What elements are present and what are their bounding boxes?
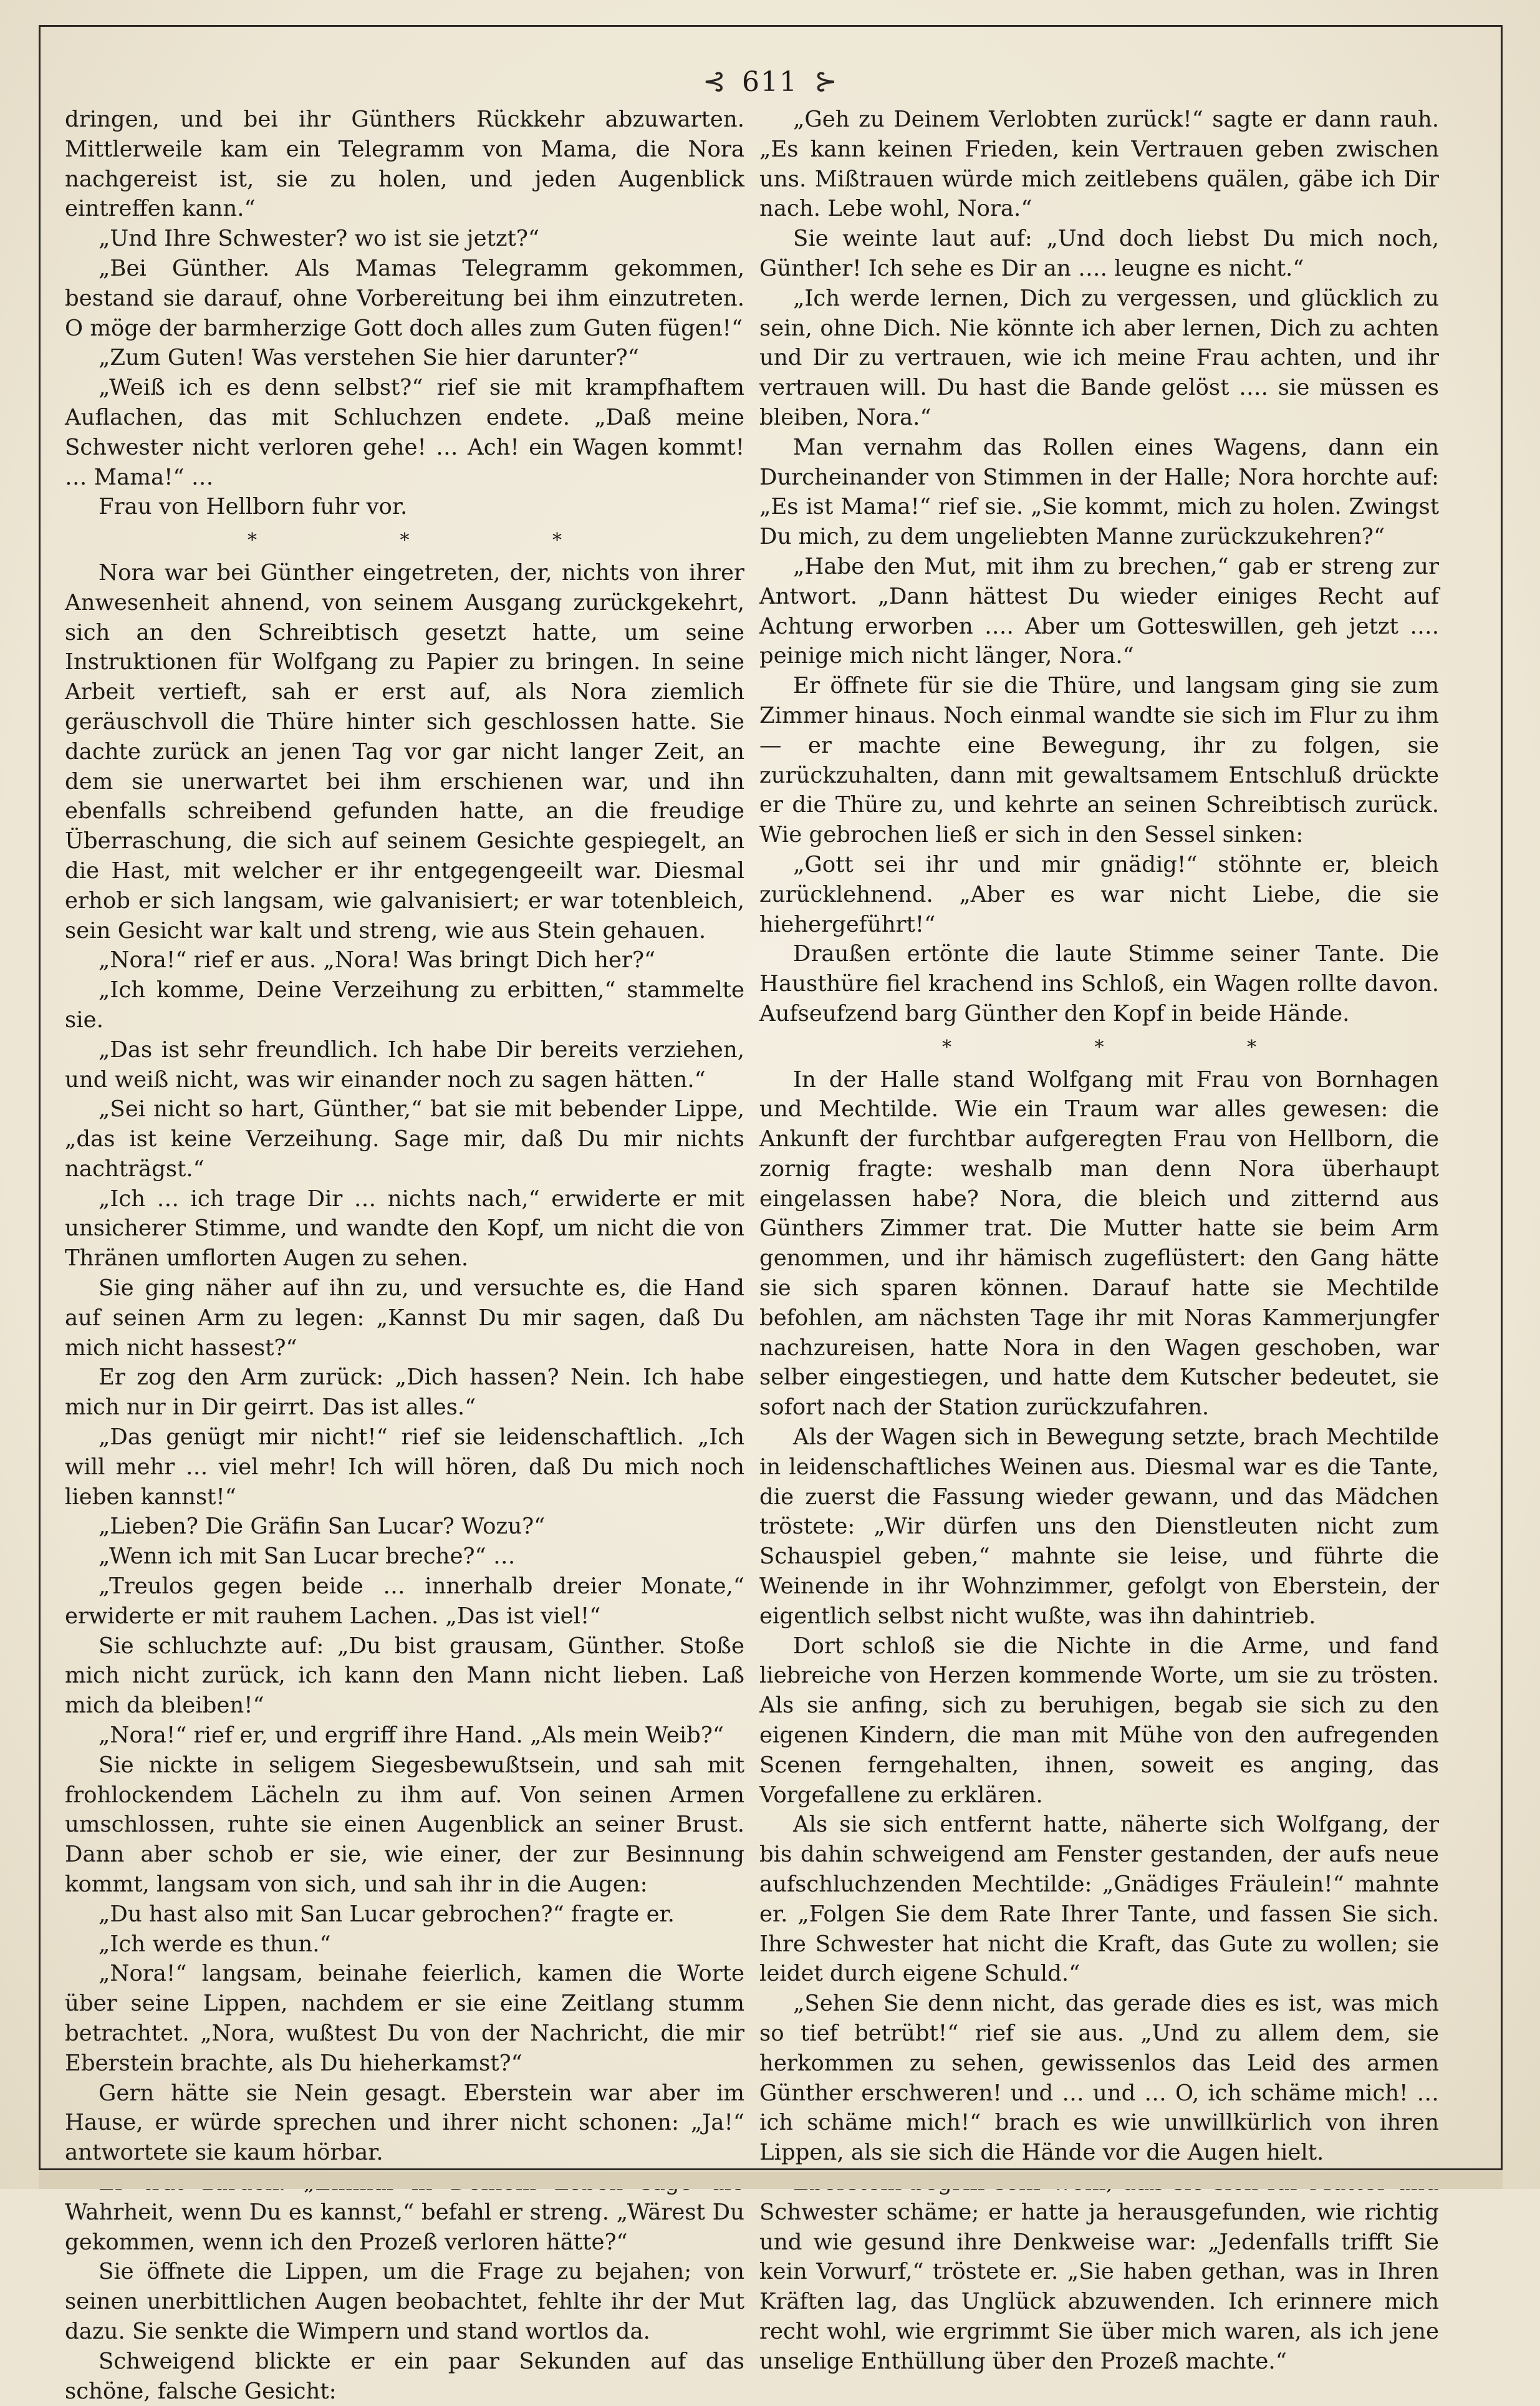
- paragraph: Draußen ertönte die laute Stimme seiner Tante. Die Hausthüre fiel krachend ins Schloß, ein Wagen rollte davon. Aufseufzend barg Günther den Kopf in beide Hände.: [759, 941, 1439, 1027]
- paragraph: Sie schluchzte auf: „Du bist grausam, Günther. Stoße mich nicht zurück, ich kann den Mann nicht lieben. Laß mich da bleiben!“: [65, 1633, 744, 1719]
- ornament-right: ⊱: [814, 65, 837, 97]
- paragraph: „Nora!“ rief er aus. „Nora! Was bringt Dich her?“: [99, 947, 656, 974]
- paragraph: Er zog den Arm zurück: „Dich hassen? Nein. Ich habe mich nur in Dir geirrt. Das ist alles.“: [65, 1365, 744, 1421]
- paragraph: „Ich komme, Deine Verzeihung zu erbitten,“ stammelte sie.: [65, 977, 744, 1033]
- paragraph: Als sie sich entfernt hatte, näherte sich Wolfgang, der bis dahin schweigend am Fenster gestanden, der aufs neue aufschluchzenden Mechtilde: „Gnädiges Fräulein!“ mahnte er. „Folgen Sie dem Rate Ihrer Tante, und fassen Sie sich. Ihre Schwester hat nicht die Kraft, das Gute zu wollen; sie leidet durch eigene Schuld.“: [759, 1812, 1439, 1987]
- section-break: * * *: [941, 1036, 1326, 1058]
- paragraph: Wahrheit, wenn Du es kannst,“ befahl er streng. „Wärest Du gekommen, wenn ich den Prozeß verloren hätte?“: [65, 2199, 744, 2255]
- paragraph: Man vernahm das Rollen eines Wagens, dann ein Durcheinander von Stimmen in der Halle; Nora horchte auf: „Es ist Mama!“ rief sie. „Sie kommt, mich zu holen. Zwingst Du mich, zu dem ungeliebten Manne zurückzukehren?“: [759, 434, 1439, 550]
- paragraph: Schweigend blickte er ein paar Sekunden auf das schöne, falsche Gesicht:: [65, 2348, 744, 2404]
- paragraph: Dort schloß sie die Nichte in die Arme, und fand liebreiche von Herzen kommende Worte, um sie zu trösten. Als sie anfing, sich zu beruhigen, begab sie sich zu den eigenen Kindern, die man mit Mühe von den aufregenden Scenen ferngehalten, ihnen, soweit es anging, das Vorgefallene zu erklären.: [759, 1633, 1439, 1808]
- paragraph: „Ich … ich trage Dir … nichts nach,“ erwiderte er mit unsicherer Stimme, und wandte den Kopf, um nicht die von Thränen umflorten Augen zu sehen.: [65, 1186, 744, 1272]
- paragraph: „Lieben? Die Gräfin San Lucar? Wozu?“: [99, 1514, 546, 1540]
- paragraph: „Und Ihre Schwester? wo ist sie jetzt?“: [99, 226, 540, 252]
- paragraph: Gern hätte sie Nein gesagt. Eberstein war aber im Hause, er würde sprechen und ihrer nicht schonen: „Ja!“ antwortete sie kaum hörbar.: [65, 2080, 744, 2166]
- right-column: [759, 105, 1439, 2377]
- left-column: [65, 105, 744, 2406]
- paragraph: Er öffnete für sie die Thüre, und langsam ging sie zum Zimmer hinaus. Noch einmal wandte sie sich im Flur zu ihm — er machte eine Bewegung, ihr zu folgen, sie zurückzuhalten, dann mit gewaltsamem Entschluß drückte er die Thüre zu, und kehrte an seinen Schreibtisch zurück. Wie gebrochen ließ er sich in den Sessel sinken:: [759, 673, 1439, 848]
- page-bottom-edge: [39, 2172, 1503, 2189]
- paragraph: „Nora!“ rief er, und ergriff ihre Hand. „Als mein Weib?“: [99, 1722, 724, 1749]
- page-number: 611: [742, 65, 798, 98]
- ornament-left: ⊰: [703, 65, 726, 97]
- paragraph: „Das genügt mir nicht!“ rief sie leidenschaftlich. „Ich will mehr … viel mehr! Ich will hören, daß Du mich noch lieben kannst!“: [65, 1424, 744, 1510]
- paragraph: „Du hast also mit San Lucar gebrochen?“ fragte er.: [99, 1901, 675, 1927]
- paragraph: In der Halle stand Wolfgang mit Frau von Bornhagen und Mechtilde. Wie ein Traum war alles gewesen: die Ankunft der furchtbar aufgeregten Frau von Hellborn, die zornig fragte: weshalb man denn Nora überhaupt eingelassen habe? Nora, die bleich und zitternd aus Günthers Zimmer trat. Die Mutter hatte sie beim Arm genommen, und ihr hämisch zugeflüstert: den Gang hätte sie sich sparen können. Darauf hatte sie Mechtilde befohlen, am nächsten Tage ihr mit Noras Kammerjungfer nachzureisen, hatte Nora in den Wagen geschoben, war selber eingestiegen, und hatte dem Kutscher bedeutet, sie sofort nach der Station zurückzufahren.: [759, 1066, 1439, 1421]
- paragraph: Frau von Hellborn fuhr vor.: [99, 494, 408, 520]
- paragraph: „Habe den Mut, mit ihm zu brechen,“ gab er streng zur Antwort. „Dann hättest Du wieder einiges Recht auf Achtung erworben …. Aber um Gotteswillen, geh jetzt …. peinige mich nicht länger, Nora.“: [759, 553, 1439, 669]
- paragraph: dringen, und bei ihr Günthers Rückkehr abzuwarten. Mittlerweile kam ein Telegramm von Mama, die Nora nachgereist ist, sie zu holen, und jeden Augenblick eintreffen kann.“: [65, 107, 744, 222]
- paragraph: Sie nickte in seligem Siegesbewußtsein, und sah mit frohlockendem Lächeln zu ihm auf. Von seinen Armen umschlossen, ruhte sie einen Augenblick an seiner Brust. Dann aber schob er sie, wie einer, der zur Besinnung kommt, langsam von sich, und sah ihr in die Augen:: [65, 1752, 744, 1898]
- paragraph: „Gott sei ihr und mir gnädig!“ stöhnte er, bleich zurücklehnend. „Aber es war nicht Liebe, die sie hiehergeführt!“: [759, 851, 1439, 937]
- paragraph: „Wenn ich mit San Lucar breche?“ …: [99, 1544, 516, 1570]
- paragraph: Sie ging näher auf ihn zu, und versuchte es, die Hand auf seinen Arm zu legen: „Kannst Du mir sagen, daß Du mich nicht hassest?“: [65, 1275, 744, 1361]
- page-header: [0, 60, 1540, 104]
- paragraph: Sie öffnete die Lippen, um die Frage zu bejahen; von seinen unerbittlichen Augen beobachtet, fehlte ihr der Mut dazu. Sie senkte die Wimpern und stand wortlos da.: [65, 2259, 744, 2344]
- paragraph: „Bei Günther. Als Mamas Telegramm gekommen, bestand sie darauf, ohne Vorbereitung bei ihm einzutreten. O möge der barmherzige Gott doch alles zum Guten fügen!“: [65, 255, 744, 341]
- paragraph: Schwester schäme; er hatte ja herausgefunden, wie richtig und wie gesund ihre Denkweise war: „Jedenfalls trifft Sie kein Vorwurf,“ tröstete er. „Sie haben gethan, was in Ihren Kräften lag, das Unglück abzuwenden. Ich erinnere mich recht wohl, wie ergrimmt Sie über mich waren, als ich jene unselige Enthüllung über den Prozeß machte.“: [759, 2199, 1439, 2374]
- paragraph: „Ich werde es thun.“: [99, 1931, 331, 1957]
- paragraph: Sie weinte laut auf: „Und doch liebst Du mich noch, Günther! Ich sehe es Dir an …. leugne es nicht.“: [759, 226, 1439, 281]
- section-break: * * *: [247, 529, 631, 552]
- paragraph: „Nora!“ langsam, beinahe feierlich, kamen die Worte über seine Lippen, nachdem er sie eine Zeitlang stumm betrachtet. „Nora, wußtest Du von der Nachricht, die mir Eberstein brachte, als Du hieherkamst?“: [65, 1961, 744, 2076]
- paragraph: „Treulos gegen beide … innerhalb dreier Monate,“ erwiderte er mit rauhem Lachen. „Das ist viel!“: [65, 1573, 744, 1629]
- paragraph: Als der Wagen sich in Bewegung setzte, brach Mechtilde in leidenschaftliches Weinen aus. Diesmal war es die Tante, die zuerst die Fassung wieder gewann, und das Mädchen tröstete: „Wir dürfen uns den Dienstleuten nicht zum Schauspiel geben,“ mahnte sie leise, und führte die Weinende in ihr Wohnzimmer, gefolgt von Eberstein, der eigentlich selbst nicht wußte, was ihn dahintrieb.: [759, 1424, 1439, 1629]
- paragraph: „Das ist sehr freundlich. Ich habe Dir bereits verziehen, und weiß nicht, was wir einander noch zu sagen hätten.“: [65, 1036, 744, 1093]
- paragraph: „Zum Guten! Was verstehen Sie hier darunter?“: [99, 345, 639, 371]
- paragraph: „Ich werde lernen, Dich zu vergessen, und glücklich zu sein, ohne Dich. Nie könnte ich aber lernen, Dich zu achten und Dir zu vertrauen, wie ich meine Frau achten, und ihr vertrauen will. Du hast die Bande gelöst …. sie müssen es bleiben, Nora.“: [759, 285, 1439, 430]
- paragraph: „Geh zu Deinem Verlobten zurück!“ sagte er dann rauh. „Es kann keinen Frieden, kein Vertrauen geben zwischen uns. Mißtrauen würde mich zeitlebens quälen, gäbe ich Dir nach. Lebe wohl, Nora.“: [759, 107, 1439, 222]
- paragraph: „Weiß ich es denn selbst?“ rief sie mit krampfhaftem Auflachen, das mit Schluchzen endete. „Daß meine Schwester nicht verloren gehe! … Ach! ein Wagen kommt! … Mama!“ …: [65, 375, 744, 490]
- paragraph: „Sei nicht so hart, Günther,“ bat sie mit bebender Lippe, „das ist keine Verzeihung. Sage mir, daß Du mir nichts nachträgst.“: [65, 1096, 744, 1182]
- paragraph: „Sehen Sie denn nicht, das gerade dies es ist, was mich so tief betrübt!“ rief sie aus. „Und zu allem dem, sie herkommen zu sehen, gewissenlos das Leid des armen Günther erschweren! und … und … O, ich schäme mich! … ich schäme mich!“ brach es wie unwillkürlich von ihren Lippen, als sie sich die Hände vor die Augen hielt.: [759, 1991, 1439, 2166]
- paragraph: Nora war bei Günther eingetreten, der, nichts von ihrer Anwesenheit ahnend, von seinem Ausgang zurückgekehrt, sich an den Schreibtisch gesetzt hatte, um seine Instruktionen für Wolfgang zu Papier zu bringen. In seine Arbeit vertieft, sah er erst auf, als Nora ziemlich geräuschvoll die Thüre hinter sich geschlossen hatte. Sie dachte zurück an jenen Tag vor gar nicht langer Zeit, an dem sie unerwartet bei ihm erschienen war, und ihn ebenfalls schreibend gefunden hatte, an die freudige Überraschung, die sich auf seinem Gesichte gespiegelt, an die Hast, mit welcher er ihr entgegengeeilt war. Diesmal erhob er sich langsam, wie galvanisiert; er war totenbleich, sein Gesicht war kalt und streng, wie aus Stein gehauen.: [65, 559, 744, 944]
